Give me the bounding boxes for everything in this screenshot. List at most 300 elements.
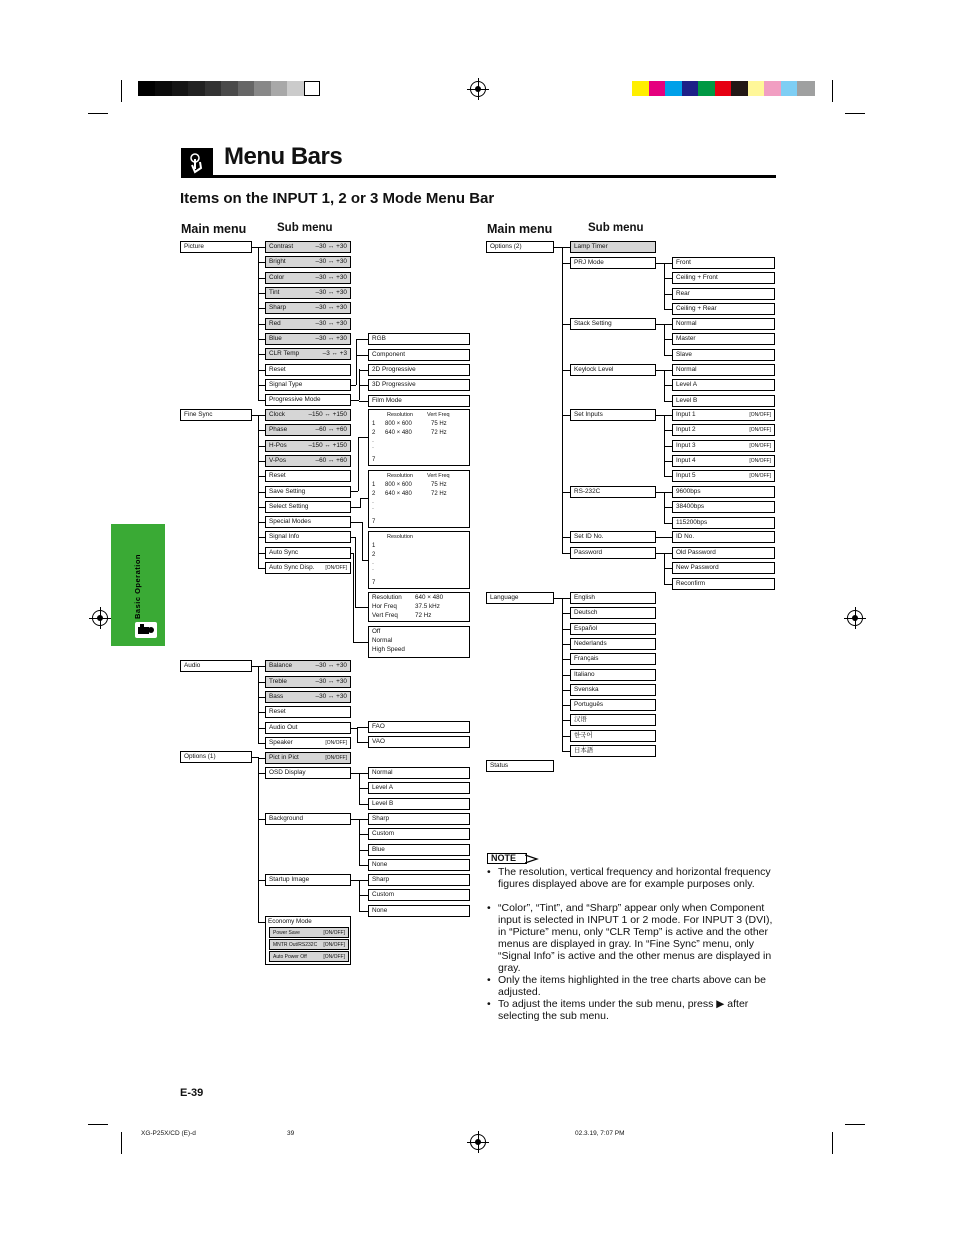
set-inputs-option-value: [ON/OFF]	[749, 473, 771, 480]
progressive-option[interactable]	[368, 364, 470, 376]
submenu-item-2-value: –30 ↔ +30	[315, 274, 347, 281]
footer-file: XG-P25X/CD (E)-d	[141, 1130, 196, 1137]
connector-line	[258, 553, 265, 554]
options1-item-2[interactable]	[265, 813, 351, 825]
row-dots: ·	[372, 567, 374, 573]
language-option[interactable]	[570, 745, 656, 757]
main-menu-fine-sync[interactable]	[180, 409, 252, 421]
row-vert-freq: 75 Hz	[431, 482, 447, 488]
rs232-option-label: 9600bps	[676, 488, 701, 495]
connector-line	[664, 278, 672, 279]
auto-sync-option: Normal	[372, 637, 393, 644]
language-option[interactable]	[570, 607, 656, 619]
main-menu-options-1[interactable]	[180, 751, 252, 763]
row-last: 7	[372, 580, 376, 586]
connector-line	[562, 751, 570, 752]
options1-item-0-label: Pict in Pict	[269, 754, 299, 761]
startup-option-label: Custom	[372, 891, 395, 899]
finesync-item-6[interactable]	[265, 501, 351, 513]
signal-type-option[interactable]	[368, 349, 470, 361]
connector-line	[258, 247, 265, 248]
note-text: To adjust the items under the sub menu, press ▶ after selecting the sub menu.	[498, 998, 749, 1022]
osd-option[interactable]	[368, 782, 470, 794]
submenu-item-10[interactable]	[265, 394, 351, 406]
osd-option-label: Level B	[372, 799, 394, 807]
main-menu-audio-label: Audio	[184, 662, 201, 669]
page-number: E-39	[180, 1087, 204, 1099]
row-dots: ·	[372, 500, 374, 506]
password-option[interactable]	[672, 578, 775, 590]
connector-line	[554, 598, 562, 599]
connector-line	[359, 401, 368, 402]
audio-item-4[interactable]	[265, 722, 351, 734]
submenu-item-1-label: Bright	[269, 258, 286, 265]
keylock-option[interactable]	[672, 364, 775, 376]
stack-option-label: Normal	[676, 320, 697, 327]
options1-item-0[interactable]	[265, 752, 351, 764]
note-label	[487, 853, 541, 865]
submenu-item-4[interactable]	[265, 302, 351, 314]
submenu-item-9-label: Signal Type	[269, 381, 303, 388]
options2-item-4[interactable]	[570, 409, 656, 421]
submenu-item-7[interactable]	[265, 348, 351, 360]
prj-mode-option-label: Rear	[676, 289, 690, 297]
connector-line	[359, 788, 368, 789]
audio-out-option-label: VAO	[372, 738, 386, 746]
options2-item-5[interactable]	[570, 486, 656, 498]
options2-item-3-label: Keylock Level	[574, 366, 614, 373]
connector-line	[258, 278, 265, 279]
economy-item[interactable]	[269, 951, 349, 962]
connector-line	[355, 537, 356, 607]
audio-item-5[interactable]	[265, 737, 351, 749]
background-option[interactable]	[368, 813, 470, 825]
language-option-label: Nederlands	[574, 639, 607, 647]
connector-line	[664, 446, 672, 447]
connector-line	[562, 644, 570, 645]
row-index: 2	[372, 552, 376, 558]
submenu-item-6[interactable]	[265, 333, 351, 345]
password-option[interactable]	[672, 562, 775, 574]
signal-info-text: 72 Hz	[415, 612, 432, 619]
connector-line	[562, 415, 570, 416]
set-inputs-option[interactable]	[672, 470, 775, 482]
stack-option[interactable]	[672, 318, 775, 330]
crop-mark	[121, 80, 122, 102]
connector-line	[360, 507, 361, 508]
row-last: 7	[372, 457, 376, 463]
connector-line	[258, 758, 265, 759]
finesync-item-8-label: Signal Info	[269, 533, 300, 540]
connector-line	[258, 697, 265, 698]
stack-option[interactable]	[672, 333, 775, 345]
options2-item-6-label: Set ID No.	[574, 533, 604, 540]
connector-line	[351, 385, 356, 386]
prj-mode-option-label: Ceiling + Rear	[676, 304, 717, 312]
finesync-item-5[interactable]	[265, 486, 351, 498]
auto-sync-option: High Speed	[372, 646, 405, 653]
col-resolution: Resolution	[387, 534, 413, 540]
prj-mode-option[interactable]	[672, 303, 775, 315]
connector-line	[562, 675, 570, 676]
connector-line	[351, 507, 360, 508]
prj-mode-option[interactable]	[672, 257, 775, 269]
set-inputs-option-label: Input 4	[676, 456, 696, 464]
signal-info-box[interactable]	[368, 592, 470, 622]
connector-line	[562, 263, 570, 264]
keylock-option[interactable]	[672, 395, 775, 407]
language-option[interactable]	[570, 638, 656, 650]
connector-line	[258, 339, 265, 340]
background-option-label: Sharp	[372, 815, 390, 822]
set-inputs-option-value: [ON/OFF]	[749, 442, 771, 449]
connector-line	[351, 819, 359, 820]
color-bar	[632, 81, 815, 96]
connector-line	[359, 911, 368, 912]
registration-mark-icon	[470, 1134, 486, 1150]
submenu-item-6-value: –30 ↔ +30	[315, 335, 347, 342]
options2-item-7-label: Password	[574, 549, 603, 556]
id-no-option[interactable]	[672, 531, 775, 543]
prj-mode-option[interactable]	[672, 272, 775, 284]
finesync-item-0-value: –150 ↔ +150	[308, 411, 347, 418]
keylock-option[interactable]	[672, 379, 775, 391]
connector-line	[664, 263, 672, 264]
set-inputs-option-label: Input 5	[676, 472, 696, 480]
finesync-item-3-value: –60 ↔ +60	[315, 457, 347, 464]
audio-out-option-label: FAO	[372, 723, 385, 730]
row-resolution: 800 × 600	[385, 421, 412, 427]
options1-item-3[interactable]	[265, 874, 351, 886]
connector-line	[258, 712, 265, 713]
connector-line	[258, 476, 265, 477]
connector-line	[351, 522, 362, 523]
finesync-item-1[interactable]	[265, 424, 351, 436]
submenu-item-3[interactable]	[265, 287, 351, 299]
main-menu-language-label: Language	[490, 594, 519, 601]
password-option-label: Reconfirm	[676, 579, 706, 587]
main-menu-status[interactable]	[486, 760, 554, 772]
stack-option-label: Slave	[676, 350, 692, 358]
startup-option[interactable]	[368, 874, 470, 886]
connector-line	[562, 370, 570, 371]
connector-line	[357, 727, 368, 728]
language-option[interactable]	[570, 730, 656, 742]
connector-line	[258, 922, 265, 923]
submenu-item-5-label: Red	[269, 320, 281, 327]
set-inputs-option-label: Input 1	[676, 411, 696, 418]
audio-item-0-label: Balance	[269, 662, 293, 669]
main-menu-status-label: Status	[490, 762, 509, 769]
background-option-label: Custom	[372, 830, 395, 838]
economy-item[interactable]	[269, 939, 349, 950]
connector-line	[562, 247, 570, 248]
signal-type-option-label: Component	[372, 350, 406, 358]
osd-option[interactable]	[368, 767, 470, 779]
connector-line	[656, 324, 664, 325]
connector-line	[258, 293, 265, 294]
main-menu-options-2[interactable]	[486, 241, 554, 253]
audio-item-2[interactable]	[265, 691, 351, 703]
connector-line	[359, 385, 368, 386]
sub-menu-heading: Sub menu	[277, 222, 333, 234]
password-option[interactable]	[672, 547, 775, 559]
main-menu-picture[interactable]	[180, 241, 252, 253]
submenu-item-1[interactable]	[265, 256, 351, 268]
set-inputs-option[interactable]	[672, 440, 775, 452]
main-menu-options-1-label: Options (1)	[184, 753, 216, 760]
finesync-item-7-label: Special Modes	[269, 518, 311, 525]
finesync-item-8[interactable]	[265, 531, 351, 543]
connector-line	[360, 498, 361, 507]
background-option[interactable]	[368, 859, 470, 871]
language-option[interactable]	[570, 669, 656, 681]
auto-sync-box[interactable]	[368, 626, 470, 658]
language-option[interactable]	[570, 699, 656, 711]
language-option-label: Italiano	[574, 670, 595, 678]
connector-line	[664, 584, 672, 585]
set-inputs-option[interactable]	[672, 409, 775, 421]
row-resolution: 640 × 480	[385, 430, 412, 436]
background-option[interactable]	[368, 844, 470, 856]
connector-line	[258, 308, 265, 309]
connector-line	[258, 370, 265, 371]
connector-line	[359, 819, 368, 820]
language-option[interactable]	[570, 592, 656, 604]
submenu-item-8[interactable]	[265, 364, 351, 376]
set-inputs-option[interactable]	[672, 455, 775, 467]
connector-line	[664, 492, 672, 493]
finesync-item-4[interactable]	[265, 470, 351, 482]
language-option[interactable]	[570, 653, 656, 665]
finesync-item-2[interactable]	[265, 440, 351, 452]
progressive-option[interactable]	[368, 379, 470, 391]
main-menu-language[interactable]	[486, 592, 554, 604]
audio-item-0[interactable]	[265, 660, 351, 672]
connector-line	[562, 324, 570, 325]
finesync-item-0[interactable]	[265, 409, 351, 421]
special-modes-box[interactable]	[368, 531, 470, 589]
language-option[interactable]	[570, 714, 656, 726]
finesync-item-9[interactable]	[265, 547, 351, 559]
connector-line	[258, 682, 265, 683]
note-text: Only the items highlighted in the tree charts above can be adjusted.	[498, 974, 766, 998]
options2-item-4-label: Set Inputs	[574, 411, 603, 418]
connector-line	[356, 355, 368, 356]
connector-line	[359, 819, 360, 865]
connector-line	[562, 247, 563, 553]
startup-option-label: Sharp	[372, 876, 390, 883]
finesync-item-10[interactable]	[265, 562, 351, 574]
audio-item-1[interactable]	[265, 676, 351, 688]
submenu-item-3-label: Tint	[269, 289, 280, 296]
projector-icon	[135, 622, 157, 638]
col-vert-freq: Vert Freq	[427, 412, 450, 418]
connector-line	[258, 666, 259, 743]
connector-line	[664, 385, 672, 386]
language-option-label: Español	[574, 624, 598, 632]
options2-item-7[interactable]	[570, 547, 656, 559]
submenu-item-2-label: Color	[269, 274, 285, 281]
connector-line	[258, 262, 265, 263]
audio-item-2-value: –30 ↔ +30	[315, 693, 347, 700]
submenu-item-3-value: –30 ↔ +30	[315, 289, 347, 296]
connector-line	[356, 339, 368, 340]
submenu-item-7-label: CLR Temp	[269, 350, 300, 357]
prj-mode-option[interactable]	[672, 288, 775, 300]
connector-line	[664, 263, 665, 309]
row-resolution: 800 × 600	[385, 482, 412, 488]
connector-line	[562, 492, 570, 493]
page-title: Menu Bars	[224, 143, 343, 170]
id-no-option-label: ID No.	[676, 533, 695, 540]
finesync-item-1-value: –60 ↔ +60	[315, 426, 347, 433]
connector-line	[258, 430, 265, 431]
connector-line	[664, 401, 672, 402]
connector-line	[664, 309, 672, 310]
connector-line	[258, 461, 265, 462]
connector-line	[562, 736, 570, 737]
options2-item-0[interactable]	[570, 241, 656, 253]
connector-line	[258, 743, 265, 744]
economy-item[interactable]	[269, 927, 349, 938]
audio-out-option[interactable]	[368, 736, 470, 748]
set-inputs-option[interactable]	[672, 424, 775, 436]
connector-line	[664, 324, 672, 325]
options1-item-0-value: [ON/OFF]	[325, 755, 347, 761]
connector-line	[562, 537, 570, 538]
progressive-option-label: 3D Progressive	[372, 381, 416, 389]
language-option[interactable]	[570, 684, 656, 696]
connector-line	[258, 880, 265, 881]
connector-line	[359, 773, 368, 774]
submenu-item-2[interactable]	[265, 272, 351, 284]
keylock-option-label: Level B	[676, 396, 698, 404]
row-vert-freq: 75 Hz	[431, 421, 447, 427]
finesync-item-3[interactable]	[265, 455, 351, 467]
options1-item-1[interactable]	[265, 767, 351, 779]
grayscale-bar	[138, 81, 320, 96]
signal-type-option-label: RGB	[372, 335, 386, 342]
audio-item-0-value: –30 ↔ +30	[315, 662, 347, 669]
finesync-item-2-value: –150 ↔ +150	[308, 442, 347, 449]
row-vert-freq: 72 Hz	[431, 430, 447, 436]
options2-item-6[interactable]	[570, 531, 656, 543]
audio-item-1-value: –30 ↔ +30	[315, 678, 347, 685]
set-inputs-option-value: [ON/OFF]	[749, 427, 771, 434]
options2-item-2[interactable]	[570, 318, 656, 330]
submenu-item-5[interactable]	[265, 318, 351, 330]
background-option-label: None	[372, 860, 388, 868]
save-setting-box[interactable]	[368, 409, 470, 466]
audio-item-3[interactable]	[265, 706, 351, 718]
connector-line	[562, 553, 570, 554]
connector-line	[358, 437, 368, 438]
startup-option[interactable]	[368, 905, 470, 917]
audio-item-2-label: Bass	[269, 693, 284, 700]
signal-type-option[interactable]	[368, 333, 470, 345]
connector-line	[562, 705, 570, 706]
options2-item-1[interactable]	[570, 257, 656, 269]
audio-out-option[interactable]	[368, 721, 470, 733]
economy-item-value: [ON/OFF]	[323, 954, 345, 960]
submenu-item-6-label: Blue	[269, 335, 282, 342]
connector-line	[258, 522, 265, 523]
connector-line	[351, 491, 358, 492]
submenu-item-0-label: Contrast	[269, 243, 294, 250]
crop-mark	[845, 1124, 865, 1125]
rs232-option[interactable]	[672, 501, 775, 513]
connector-line	[562, 613, 570, 614]
row-resolution: 640 × 480	[385, 491, 412, 497]
connector-line	[656, 537, 672, 538]
progressive-option-label: Film Mode	[372, 396, 402, 404]
rs232-option[interactable]	[672, 486, 775, 498]
options1-item-2-label: Background	[269, 815, 304, 822]
startup-option[interactable]	[368, 889, 470, 901]
osd-option-label: Normal	[372, 769, 393, 776]
main-menu-audio[interactable]	[180, 660, 252, 672]
background-option[interactable]	[368, 828, 470, 840]
row-index: 2	[372, 430, 376, 436]
row-dots: ·	[372, 445, 374, 451]
progressive-option[interactable]	[368, 395, 470, 407]
language-option-label: Português	[574, 701, 604, 709]
row-index: 1	[372, 543, 376, 549]
connector-line	[258, 757, 259, 923]
connector-line	[664, 476, 672, 477]
rs232-option-label: 115200bps	[676, 518, 708, 526]
connector-line	[351, 773, 359, 774]
row-index: 2	[372, 491, 376, 497]
connector-line	[656, 415, 664, 416]
rs232-option[interactable]	[672, 517, 775, 529]
crop-mark	[845, 113, 865, 114]
note-text: The resolution, vertical frequency and horizontal frequency figures displayed above are for example purposes only.	[498, 866, 771, 890]
connector-line	[664, 430, 672, 431]
language-option[interactable]	[570, 623, 656, 635]
row-dots: ·	[372, 439, 374, 445]
footer-date: 02.3.19, 7:07 PM	[575, 1130, 625, 1137]
title-rule	[181, 175, 776, 178]
select-setting-box[interactable]	[368, 470, 470, 528]
options2-item-1-label: PRJ Mode	[574, 259, 604, 266]
auto-sync-option: Off	[372, 628, 381, 635]
osd-option[interactable]	[368, 798, 470, 810]
connector-line	[664, 415, 672, 416]
submenu-item-0[interactable]	[265, 241, 351, 253]
password-option-label: New Password	[676, 564, 719, 572]
side-tab	[111, 524, 165, 646]
finesync-item-7[interactable]	[265, 516, 351, 528]
connector-line	[664, 339, 672, 340]
password-option-label: Old Password	[676, 549, 716, 556]
connector-line	[258, 446, 265, 447]
submenu-item-9[interactable]	[265, 379, 351, 391]
economy-item-value: [ON/OFF]	[323, 942, 345, 948]
language-option-label: English	[574, 594, 595, 601]
connector-line	[664, 461, 672, 462]
stack-option[interactable]	[672, 349, 775, 361]
connector-line	[355, 607, 368, 608]
row-index: 1	[372, 421, 376, 427]
prj-mode-option-label: Front	[676, 259, 691, 266]
keylock-option-label: Normal	[676, 366, 697, 373]
options2-item-3[interactable]	[570, 364, 656, 376]
connector-line	[353, 553, 354, 642]
startup-option-label: None	[372, 906, 388, 914]
note-bullet: • The resolution, vertical frequency and horizontal frequency figures displayed above are for example purposes only.	[487, 866, 771, 890]
